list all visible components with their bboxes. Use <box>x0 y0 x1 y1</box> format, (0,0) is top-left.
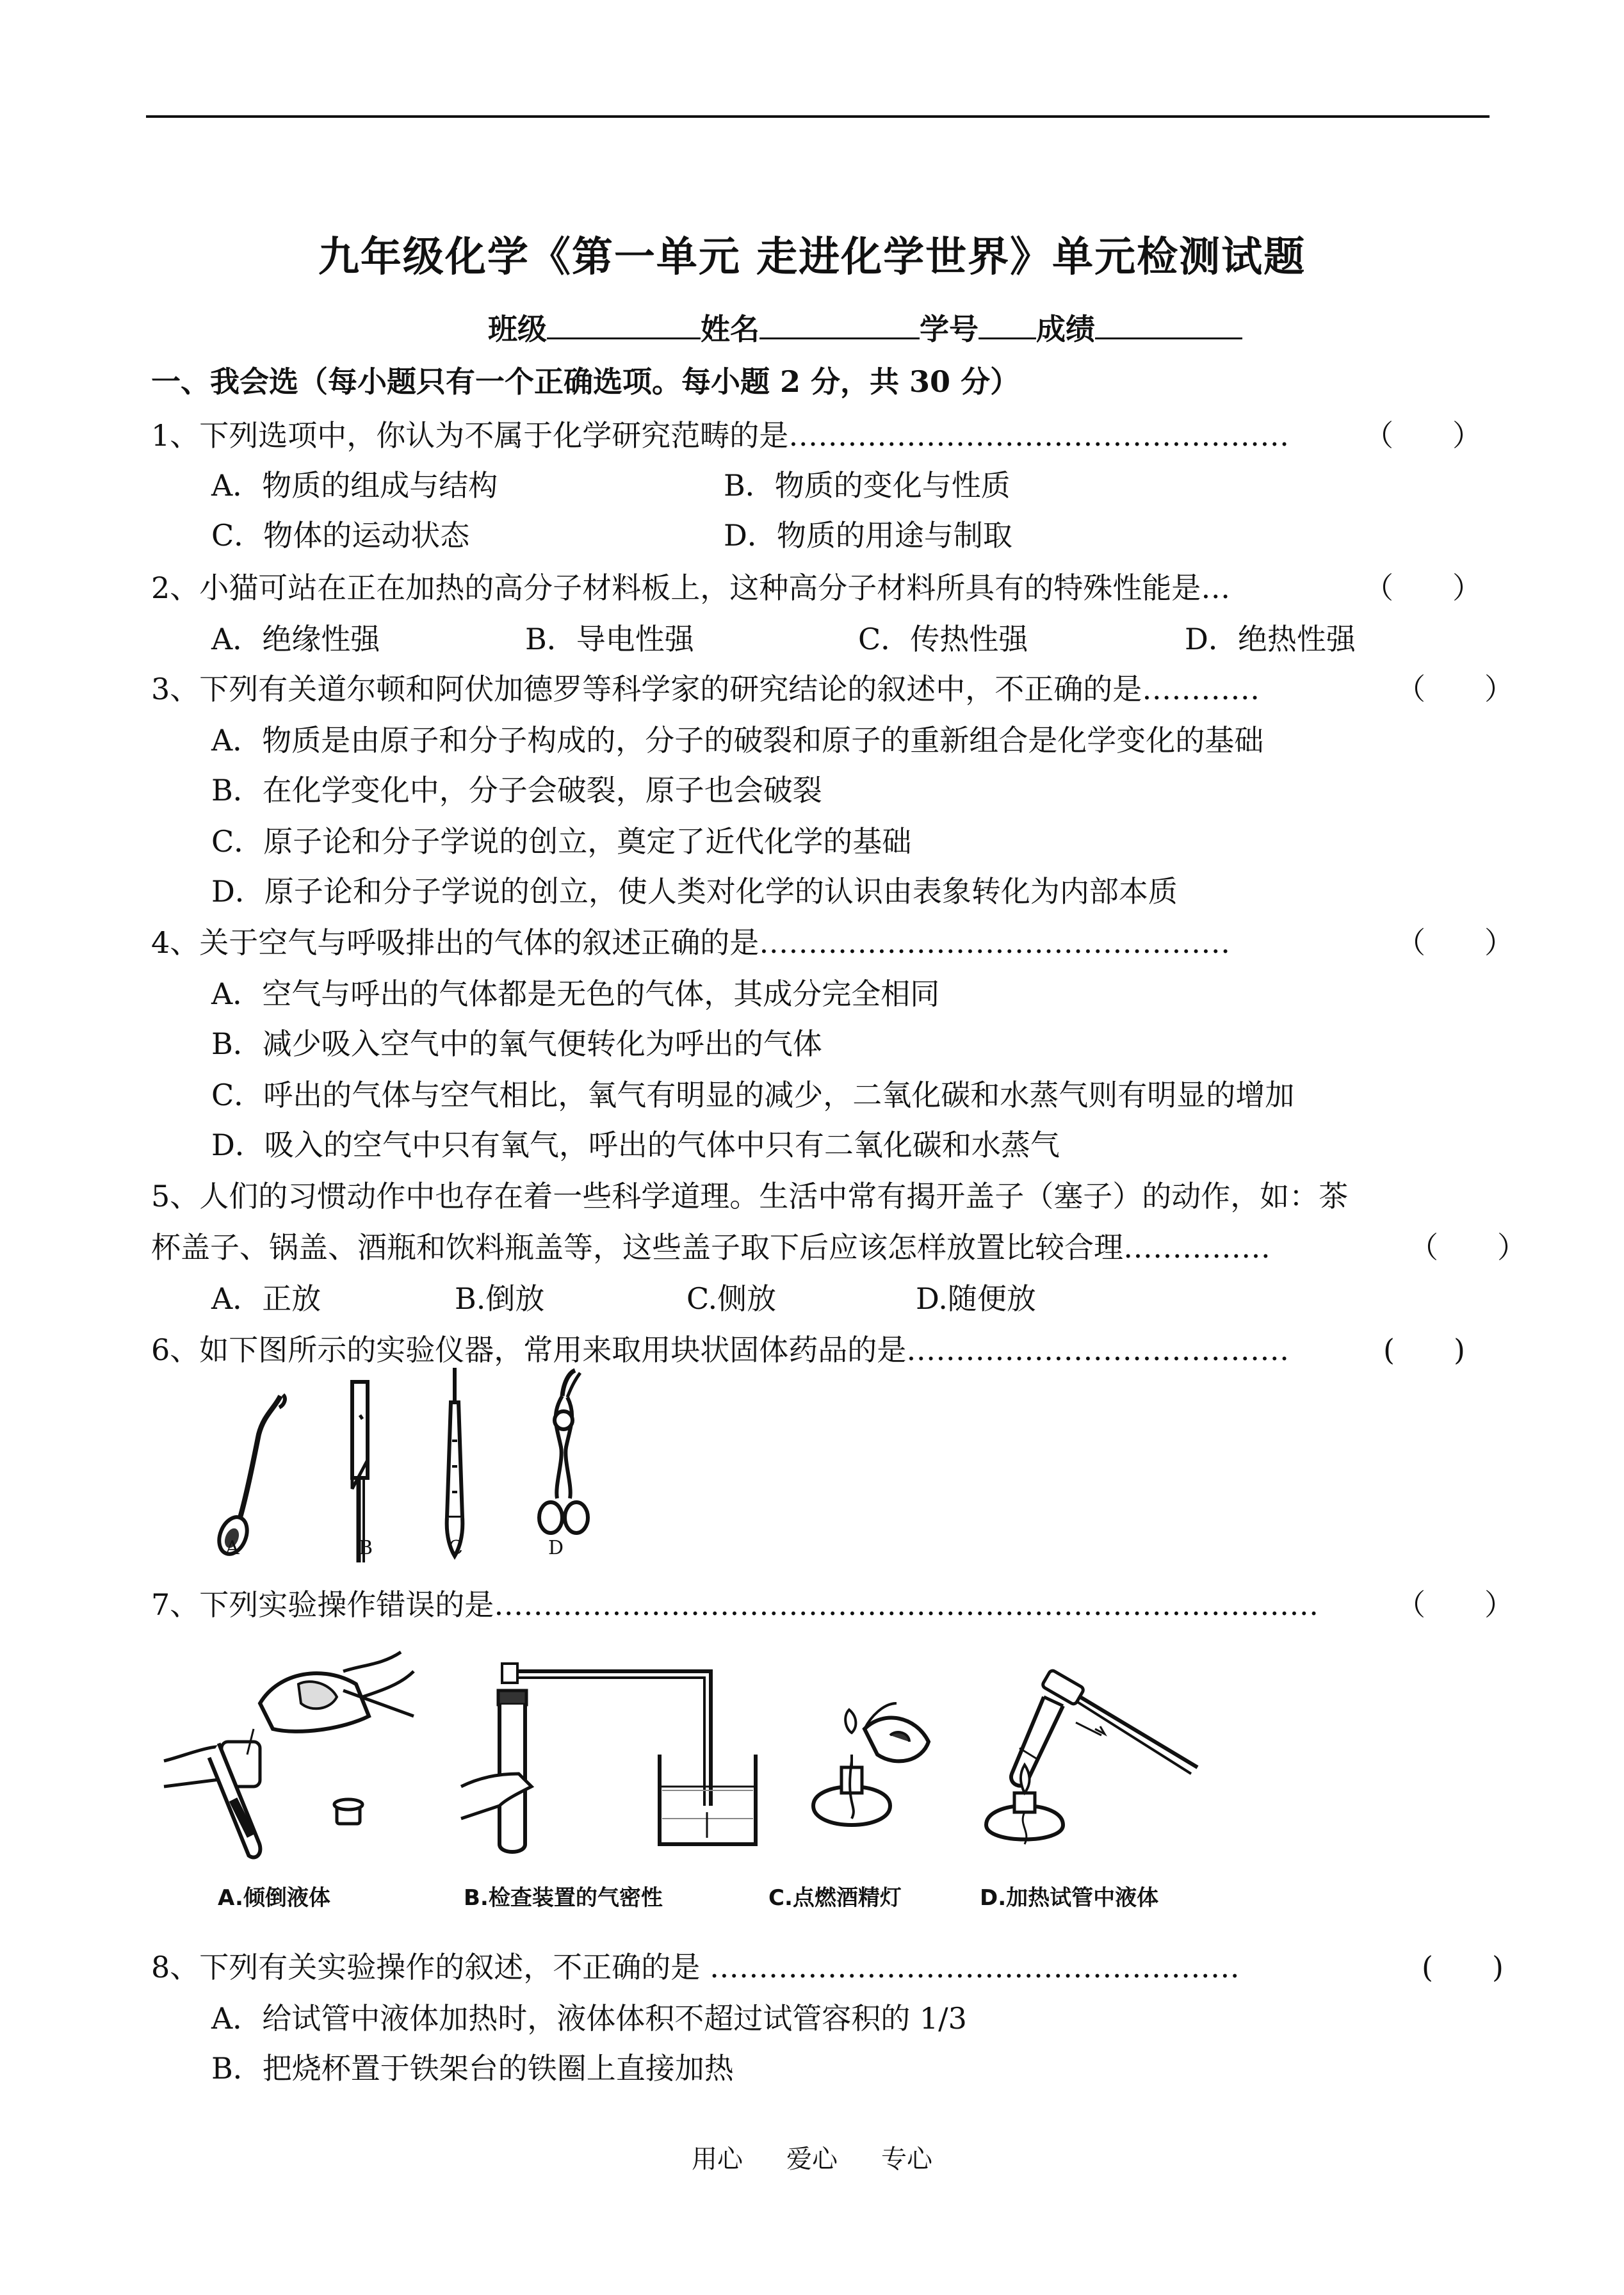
figure6-label-d: D <box>548 1537 564 1559</box>
question-3-option-d[interactable]: D．原子论和分子学说的创立，使人类对化学的认识由表象转化为内部本质 <box>211 874 1178 909</box>
question-1-answer[interactable]: （ ） <box>1364 418 1482 453</box>
footer-item-2: 爱心 <box>786 2145 838 2174</box>
question-2-stem: 2、小猫可站在正在加热的高分子材料板上，这种高分子材料所具有的特殊性能是… <box>151 571 1231 605</box>
pour-liquid-icon[interactable] <box>151 1646 420 1876</box>
number-label: 学号 <box>920 312 978 346</box>
name-label: 姓名 <box>701 312 759 346</box>
student-info-line <box>488 306 1242 348</box>
question-1-option-a[interactable]: A．物质的组成与结构 <box>211 468 498 503</box>
question-2-option-d[interactable]: D．绝热性强 <box>1185 622 1356 656</box>
figure6-label-b: B <box>359 1537 373 1559</box>
question-1-stem: 1、下列选项中，你认为不属于化学研究范畴的是…………………………………………… <box>151 418 1290 453</box>
question-3-option-c[interactable]: C．原子论和分子学说的创立，奠定了近代化学的基础 <box>211 824 912 859</box>
question-8-stem: 8、下列有关实验操作的叙述，不正确的是 ……………………………………………… <box>151 1950 1240 1984</box>
figure7-label-d: D.加热试管中液体 <box>980 1885 1159 1911</box>
number-field[interactable] <box>978 312 1036 339</box>
question-5-stem-line2: 杯盖子、锅盖、酒瓶和饮料瓶盖等，这些盖子取下后应该怎样放置比较合理…………… <box>151 1230 1271 1265</box>
class-field[interactable] <box>547 312 701 339</box>
question-7-stem: 7、下列实验操作错误的是………………………………………………………………………… <box>151 1587 1319 1622</box>
question-6-answer[interactable]: ( ) <box>1383 1333 1465 1367</box>
page-footer <box>0 2139 1624 2175</box>
question-5-option-b[interactable]: B.倒放 <box>455 1281 545 1316</box>
question-5-option-d[interactable]: D.随便放 <box>916 1281 1036 1316</box>
question-6-stem: 6、如下图所示的实验仪器，常用来取用块状固体药品的是………………………………… <box>151 1333 1290 1367</box>
question-1-option-d[interactable]: D．物质的用途与制取 <box>724 518 1012 553</box>
score-field[interactable] <box>1095 312 1242 339</box>
question-3-option-b[interactable]: B．在化学变化中，分子会破裂，原子也会破裂 <box>211 773 822 807</box>
question-4-option-d[interactable]: D．吸入的空气中只有氧气，呼出的气体中只有二氧化碳和水蒸气 <box>211 1128 1060 1162</box>
header-rule <box>146 115 1490 118</box>
question-4-option-b[interactable]: B．减少吸入空气中的氧气便转化为呼出的气体 <box>211 1026 822 1061</box>
question-4-option-c[interactable]: C．呼出的气体与空气相比，氧气有明显的减少，二氧化碳和水蒸气则有明显的增加 <box>211 1078 1295 1112</box>
score-label: 成绩 <box>1036 312 1095 346</box>
question-3-stem: 3、下列有关道尔顿和阿伏加德罗等科学家的研究结论的叙述中，不正确的是………… <box>151 672 1260 706</box>
name-field[interactable] <box>759 312 920 339</box>
question-2-answer[interactable]: （ ） <box>1364 571 1482 605</box>
heat-test-tube-icon[interactable] <box>973 1652 1217 1863</box>
figure6-label-c: C <box>448 1537 463 1559</box>
question-3-option-a[interactable]: A．物质是由原子和分子构成的，分子的破裂和原子的重新组合是化学变化的基础 <box>211 723 1264 758</box>
page-title: 九年级化学《第一单元 走进化学世界》单元检测试题 <box>318 233 1306 281</box>
question-4-stem: 4、关于空气与呼吸排出的气体的叙述正确的是………………………………………… <box>151 925 1231 960</box>
question-8-answer[interactable]: ( ) <box>1422 1950 1504 1984</box>
figure7-label-a: A.倾倒液体 <box>218 1885 330 1911</box>
question-5-option-a[interactable]: A．正放 <box>211 1281 321 1316</box>
footer-item-1: 用心 <box>692 2145 743 2174</box>
figure6-label-a: A <box>225 1537 240 1559</box>
crucible-tongs-icon[interactable] <box>525 1364 602 1556</box>
medicine-spoon-icon[interactable] <box>205 1390 301 1569</box>
question-4-option-a[interactable]: A．空气与呼出的气体都是无色的气体，其成分完全相同 <box>211 977 940 1011</box>
light-alcohol-lamp-icon[interactable] <box>788 1691 954 1857</box>
question-8-option-a[interactable]: A．给试管中液体加热时，液体体积不超过试管容积的 1/3 <box>211 2001 967 2036</box>
question-7-answer[interactable]: （ ） <box>1396 1587 1514 1622</box>
figure7-label-b: B.检查装置的气密性 <box>464 1885 663 1911</box>
question-1-option-b[interactable]: B．物质的变化与性质 <box>724 468 1011 503</box>
question-8-option-b[interactable]: B．把烧杯置于铁架台的铁圈上直接加热 <box>211 2051 734 2086</box>
airtightness-check-icon[interactable] <box>448 1658 781 1863</box>
question-3-answer[interactable]: （ ） <box>1396 672 1514 706</box>
question-2-option-c[interactable]: C．传热性强 <box>858 622 1028 656</box>
section-heading: 一、我会选（每小题只有一个正确选项。每小题 2 分，共 30 分） <box>151 364 1020 399</box>
class-label: 班级 <box>488 312 547 346</box>
question-5-option-c[interactable]: C.侧放 <box>686 1281 777 1316</box>
figure7-label-c: C.点燃酒精灯 <box>768 1885 902 1911</box>
question-1-option-c[interactable]: C．物体的运动状态 <box>211 518 470 553</box>
question-2-option-a[interactable]: A．绝缘性强 <box>211 622 380 656</box>
question-5-answer[interactable]: （ ） <box>1409 1230 1527 1265</box>
footer-item-3: 专心 <box>881 2145 932 2174</box>
question-2-option-b[interactable]: B．导电性强 <box>525 622 694 656</box>
question-4-answer[interactable]: （ ） <box>1396 925 1514 960</box>
question-5-stem: 5、人们的习惯动作中也存在着一些科学道理。生活中常有揭开盖子（塞子）的动作，如：茶 <box>151 1179 1349 1213</box>
